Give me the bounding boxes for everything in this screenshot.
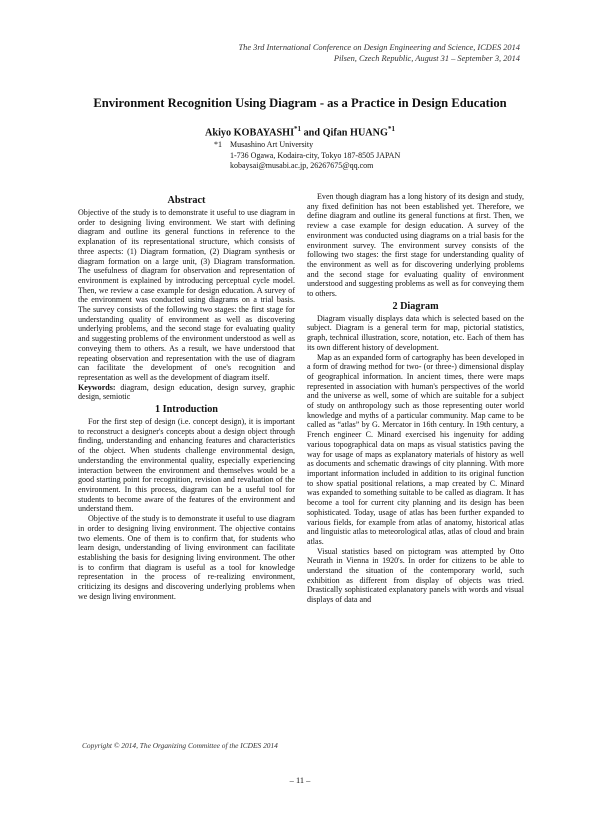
affiliation-address: 1-736 Ogawa, Kodaira-city, Tokyo 187-8505 JAPAN [230, 150, 401, 160]
section-1-paragraph-1: For the first step of design (i.e. concept design), it is important to reconstruct a designer's concepts about a design object through finding, understanding and enhancing features and characteristics of the object. When students challenge environmental design, understanding the environmental quality, especially experiencing interaction between the environment and themselves would be a good starting point for recognition, revision and revaluation of the environment. In this process, diagram can be a useful tool for students to become aware of the features of the environment and understand them. [78, 417, 295, 514]
keywords-text: diagram, design education, design survey, graphic design, semiotic [78, 382, 295, 402]
left-column [78, 195, 295, 601]
right-column [307, 192, 524, 605]
conference-line-2: Pilsen, Czech Republic, August 31 – September 3, 2014 [333, 54, 520, 63]
paper-title: Environment Recognition Using Diagram - as a Practice in Design Education [93, 96, 507, 110]
abstract-text: Objective of the study is to demonstrate it useful to use diagram in order to designing living environment. We start with defining diagram and outline its general functions in reference to the explanation of its representational structure, which consists of three aspects: (1) Diagram formation, (2) Diagram synthesis or diagram formation on a large unit, (3) Diagram transformation. The usefulness of diagram for observation and representation of environment is explained by introducing perceptual cycle model. Then, we review a case example for design education. A survey of the environment was conducted using diagrams on a trial basis. The survey consists of the following two stages: the first stage for understanding quality of environment as well as discovering underlying problems, and the second stage for evaluating quality and suggesting problems of the environment understood as well as conveying them to others. As a result, we have understood that repeating observation and representation with the use of diagram can facilitate the development of one's recognition and representation as well as the development of diagram itself. [78, 208, 295, 382]
section-1-paragraph-2: Objective of the study is to demonstrate it useful to use diagram in order to designing living environment. The objective contains two elements. One of them is to confirm that, for students who learn design, understanding of living environment can facilitate establishing the basis for designing living environment. The other is to confirm that diagram is useful as a tool for knowledge representation in the process of re-realizing environment, criticizing its designs and discovering underlying problems when we design living environment. [78, 514, 295, 601]
page-number: – 11 – [289, 776, 311, 785]
affiliation-block [214, 140, 400, 172]
abstract-heading: Abstract [167, 195, 206, 206]
section-2-paragraph-1: Diagram visually displays data which is selected based on the subject. Diagram is a general term for map, pictorial statistics, graph, technical illustration, score, notation, etc. Each of them has its own different history of development. [307, 313, 524, 352]
conference-header [238, 42, 520, 64]
author-and: and [301, 127, 323, 139]
affiliation-name: Musashino Art University [230, 140, 314, 149]
keywords-line [78, 383, 295, 402]
section-1-heading: 1 Introduction [155, 404, 218, 416]
section-2-paragraph-2: Map as an expanded form of cartography has been developed in a form of drawing method for two- (or three-) dimensional display of geographical information. In ancient times, there were maps represented in association with human's perspectives of the world and the universe as well, some of which are suitable for a subject of study on anthropology such as those representing outer world knowledge and myths of a particular community. Map came to be called as “atlas” by G. Mercator in 16th century. In 19th century, a French engineer C. Minard exercised his ingenuity for adding various topographical data on maps as visual statistics paving the way for usage of maps as explanatory materials of history as well as documents and schematic drawings of city planning. With more important information included in addition to its original function to show spatial positional relations, a map created by C. Minard was expanded to something suitable to be called as diagram. It has become a tool for current city planning and its design has been sophisticated. Today, usage of atlas has been further expanded to various fields, for example from atlas of anatomy, historical atlas and linguistic atlas to meteorological atlas, atlas of cloud and brain atlas. [307, 352, 524, 546]
author-2-mark: *1 [387, 125, 395, 133]
section-1-paragraph-3: Even though diagram has a long history of its design and study, any fixed definition has not been established yet. Therefore, we define diagram and outline its general functions at first. Then, we review a case example for design education. A survey of the environment was conducted using diagrams on a trial basis for the environment survey. The environment survey consists of the following two stages: the first stage for understanding quality of the environment as well as for discovering underlying problems and the second stage for evaluating quality of environment understood and suggesting problems as well as for conveying them to others. [307, 192, 524, 299]
affiliation-email: kobaysai@musabi.ac.jp, 26267675@qq.com [230, 161, 374, 171]
section-2-paragraph-3: Visual statistics based on pictogram was attempted by Otto Neurath in Vienna in 1920's. In order for citizens to be able to understand the situation of the contemporary world, such exhibition as different from display of objects was tried. Drastically sophisticated explanatory panels with words and visual displays of data and [307, 546, 524, 605]
author-line [60, 125, 540, 138]
author-1-mark: *1 [294, 125, 302, 133]
keywords-label: Keywords: [78, 382, 116, 392]
author-1: Akiyo KOBAYASHI [205, 127, 295, 139]
conference-line-1: The 3rd International Conference on Design Engineering and Science, ICDES 2014 [238, 43, 520, 52]
section-2-heading: 2 Diagram [392, 300, 439, 312]
author-2: Qifan HUANG [322, 127, 388, 139]
affiliation-mark: *1 [214, 140, 222, 149]
copyright-notice: Copyright © 2014, The Organizing Committee of the ICDES 2014 [82, 741, 278, 750]
